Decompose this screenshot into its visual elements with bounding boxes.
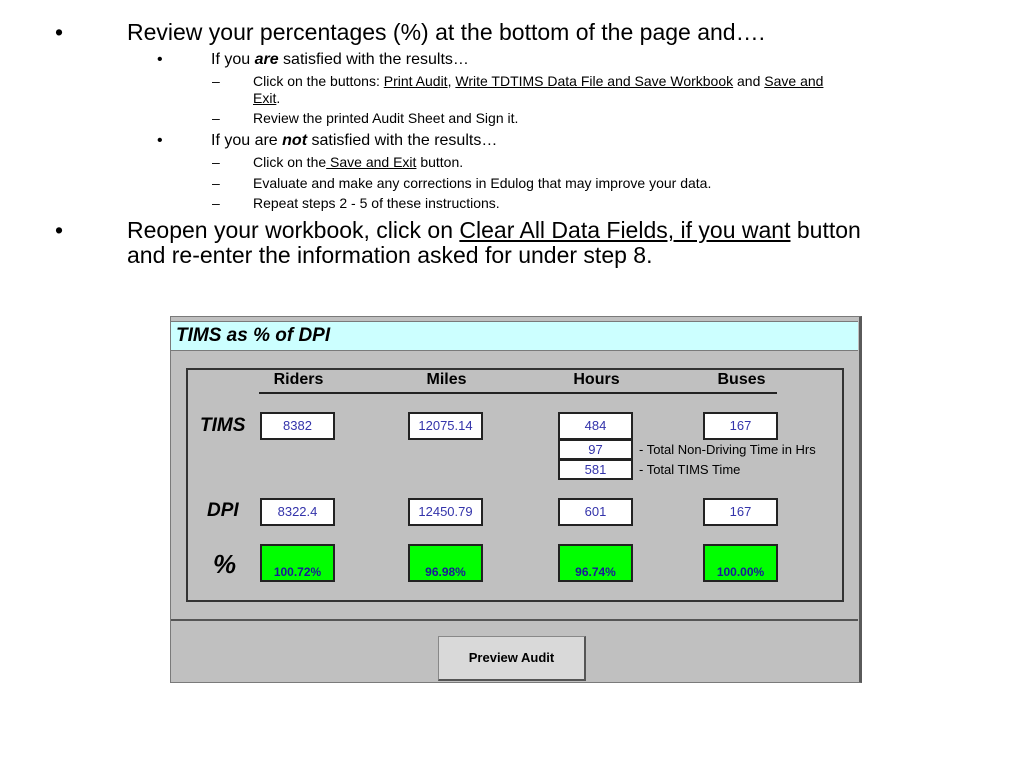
pct-hours-value: 96.74% bbox=[558, 544, 633, 582]
dpi-miles-field[interactable]: 12450.79 bbox=[408, 498, 483, 526]
tims-hours-field[interactable]: 484 bbox=[558, 412, 633, 440]
link-save-and-exit-cont[interactable]: Exit bbox=[253, 90, 277, 106]
total-tims-time-label: - Total TIMS Time bbox=[639, 462, 741, 477]
dash-marker: – bbox=[212, 195, 220, 211]
instruction-click-buttons-cont: Exit. bbox=[253, 90, 281, 106]
row-label-dpi: DPI bbox=[207, 500, 239, 521]
dialog-divider bbox=[171, 619, 858, 621]
tims-buses-field[interactable]: 167 bbox=[703, 412, 778, 440]
tims-riders-field[interactable]: 8382 bbox=[260, 412, 335, 440]
dash-marker: – bbox=[212, 154, 220, 170]
tims-dpi-dialog bbox=[170, 316, 862, 683]
total-tims-time-field[interactable]: 581 bbox=[558, 459, 633, 480]
col-header-riders: Riders bbox=[273, 371, 324, 388]
dialog-title: TIMS as % of DPI bbox=[171, 321, 858, 351]
instruction-if-not-satisfied: If you are not satisfied with the results… bbox=[211, 132, 498, 149]
header-underline bbox=[259, 392, 777, 394]
link-save-and-exit[interactable]: Save and bbox=[764, 73, 824, 89]
dpi-hours-field[interactable]: 601 bbox=[558, 498, 633, 526]
pct-buses-value: 100.00% bbox=[703, 544, 778, 582]
link-clear-all-data-fields[interactable]: Clear All Data Fields, if you want bbox=[459, 217, 791, 243]
row-label-tims: TIMS bbox=[200, 415, 246, 436]
col-header-miles: Miles bbox=[426, 371, 467, 388]
instruction-repeat-steps: Repeat steps 2 - 5 of these instructions. bbox=[253, 195, 500, 211]
instruction-if-satisfied: If you are satisfied with the results… bbox=[211, 51, 469, 68]
instruction-evaluate: Evaluate and make any corrections in Edulog that may improve your data. bbox=[253, 175, 712, 191]
bullet-marker: • bbox=[55, 217, 64, 243]
instruction-reopen-workbook-cont: and re-enter the information asked for under step 8. bbox=[127, 242, 653, 268]
dpi-riders-field[interactable]: 8322.4 bbox=[260, 498, 335, 526]
row-label-percent: % bbox=[213, 549, 237, 579]
col-header-hours: Hours bbox=[573, 371, 620, 388]
dash-marker: – bbox=[212, 73, 220, 89]
link-print-audit[interactable]: Print Audit bbox=[383, 73, 448, 89]
bullet-marker: • bbox=[157, 132, 163, 149]
link-write-tdtims[interactable]: Write TDTIMS Data File and Save Workbook bbox=[455, 73, 734, 89]
instruction-click-buttons: Click on the buttons: Print Audit, Write TDTIMS Data File and Save Workbook and Save and bbox=[253, 73, 824, 89]
instruction-review-percentages: Review your percentages (%) at the bottom of the page and…. bbox=[127, 19, 765, 45]
pct-riders-value: 100.72% bbox=[260, 544, 335, 582]
instruction-review-audit-sheet: Review the printed Audit Sheet and Sign it. bbox=[253, 110, 519, 126]
instruction-reopen-workbook: Reopen your workbook, click on Clear All Data Fields, if you want button bbox=[127, 217, 861, 243]
col-header-buses: Buses bbox=[717, 371, 766, 388]
dpi-buses-field[interactable]: 167 bbox=[703, 498, 778, 526]
non-driving-time-label: - Total Non-Driving Time in Hrs bbox=[639, 442, 816, 457]
bullet-marker: • bbox=[157, 51, 163, 68]
dash-marker: – bbox=[212, 110, 220, 126]
non-driving-time-field[interactable]: 97 bbox=[558, 439, 633, 460]
link-save-and-exit-2[interactable]: Save and Exit bbox=[326, 154, 417, 170]
dash-marker: – bbox=[212, 175, 220, 191]
tims-miles-field[interactable]: 12075.14 bbox=[408, 412, 483, 440]
preview-audit-button[interactable]: Preview Audit bbox=[438, 636, 586, 681]
instruction-click-save-exit: Click on the Save and Exit button. bbox=[253, 154, 464, 170]
pct-miles-value: 96.98% bbox=[408, 544, 483, 582]
bullet-marker: • bbox=[55, 19, 64, 45]
